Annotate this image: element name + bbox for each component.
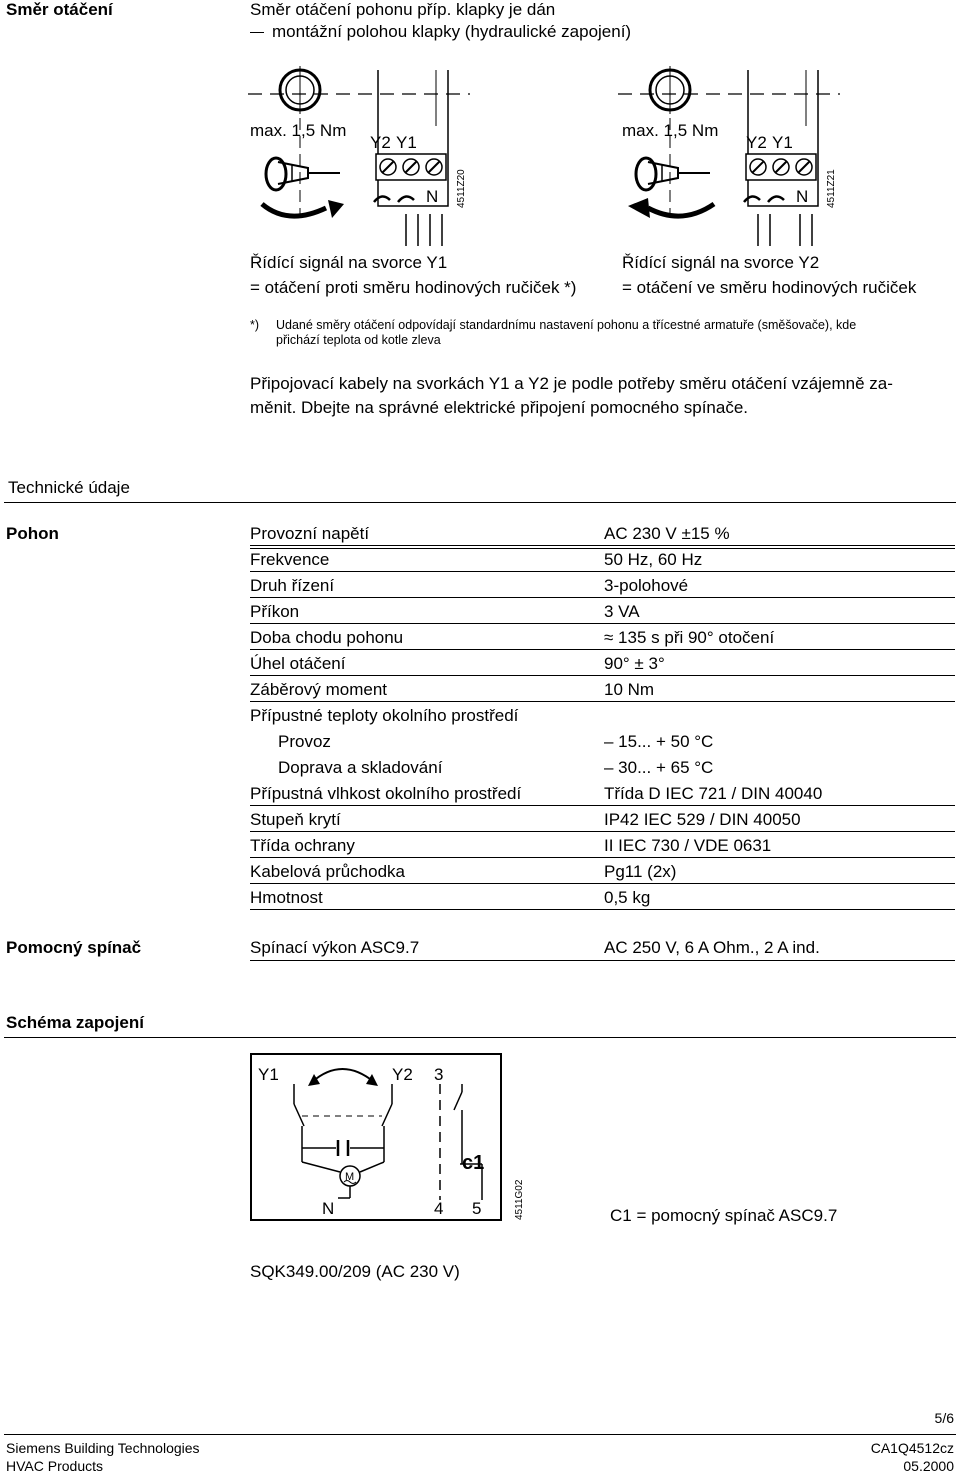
footer-rule (4, 1434, 956, 1435)
direction-intro-line2: montážní polohou klapky (hydraulické zapojení) (250, 22, 631, 42)
aux-switch-label: Spínací výkon ASC9.7 (250, 938, 420, 957)
row-rule (250, 805, 955, 806)
spec-label: Přípustné teploty okolního prostředí (250, 706, 519, 725)
left-caption-2: = otáčení proti směru hodinových ručiček *) (250, 278, 577, 297)
direction-heading: Směr otáčení (6, 0, 113, 19)
spec-label: Doba chodu pohonu (250, 628, 404, 647)
wiring-diagram (250, 1052, 530, 1224)
terminal-n-left: N (426, 187, 439, 206)
footnote-marker: *) (250, 318, 260, 332)
footnote-line2: přichází teplota od kotle zleva (276, 333, 441, 347)
row-rule (250, 909, 955, 910)
terminal-n-right: N (796, 187, 809, 206)
spec-label: Úhel otáčení (250, 654, 346, 673)
rotation-figure-ccw (248, 66, 478, 248)
terminal-4: 4 (434, 1199, 444, 1218)
spec-value: AC 230 V ±15 % (604, 524, 730, 543)
footer-company: Siemens Building Technologies (6, 1440, 200, 1456)
figure-code-right: 4511Z21 (826, 169, 837, 208)
torque-label-right: max. 1,5 Nm (622, 121, 719, 140)
spec-row (250, 756, 955, 782)
terminal-y1-right: Y1 (772, 133, 793, 152)
terminal-y2: Y2 (392, 1065, 413, 1084)
torque-label-left: max. 1,5 Nm (250, 121, 347, 140)
row-rule (250, 623, 955, 624)
aux-row-rule (250, 960, 955, 961)
spec-value: 3-polohové (604, 576, 689, 595)
terminal-3: 3 (434, 1065, 444, 1084)
spec-value: 10 Nm (604, 680, 655, 699)
aux-switch-heading: Pomocný spínač (6, 938, 142, 957)
spec-value: IP42 IEC 529 / DIN 40050 (604, 810, 801, 829)
spec-label: Přípustná vlhkost okolního prostředí (250, 784, 522, 803)
terminal-y2-right: Y2 (746, 133, 767, 152)
figure-code-left: 4511Z20 (456, 169, 467, 208)
terminal-y1: Y1 (258, 1065, 279, 1084)
spec-label: Příkon (250, 602, 300, 621)
rotation-figure-cw (618, 66, 848, 248)
row-rule (250, 649, 955, 650)
spec-label: Provozní napětí (250, 524, 370, 543)
terminal-y2-left: Y2 (370, 133, 391, 152)
terminal-y1-left: Y1 (396, 133, 417, 152)
switch-label-c1: c1 (462, 1152, 485, 1174)
tech-heading-rule (4, 502, 956, 503)
spec-value: Pg11 (2x) (604, 862, 677, 881)
spec-label: Druh řízení (250, 576, 335, 595)
spec-row (250, 730, 955, 756)
footnote-line1: Udané směry otáčení odpovídají standardnímu nastavení pohonu a třícestné armatuře (směšovače), kde (276, 318, 857, 332)
terminal-n: N (322, 1199, 335, 1218)
spec-value: 0,5 kg (604, 888, 651, 907)
spec-value: 90° ± 3° (604, 654, 665, 673)
row-rule (250, 545, 955, 546)
spec-value: Třída D IEC 721 / DIN 40040 (604, 784, 823, 803)
page-number: 5/6 (934, 1410, 954, 1426)
spec-row (250, 704, 955, 730)
spec-value: – 30... + 65 °C (604, 758, 714, 777)
spec-label: Provoz (278, 732, 331, 751)
note-line2: měnit. Dbejte na správné elektrické připojení pomocného spínače. (250, 398, 749, 417)
spec-label: Frekvence (250, 550, 330, 569)
spec-value: – 15... + 50 °C (604, 732, 714, 751)
note-line1: Připojovací kabely na svorkách Y1 a Y2 je podle potřeby směru otáčení vzájemně za- (250, 374, 893, 393)
motor-label: M (345, 1171, 355, 1183)
terminal-5: 5 (472, 1199, 482, 1218)
row-rule (250, 857, 955, 858)
left-caption-1: Řídící signál na svorce Y1 (250, 253, 448, 272)
spec-value: 50 Hz, 60 Hz (604, 550, 703, 569)
row-rule (250, 883, 955, 884)
wiring-model: SQK349.00/209 (AC 230 V) (250, 1262, 460, 1281)
right-caption-2: = otáčení ve směru hodinových ručiček (622, 278, 917, 297)
direction-intro-line1: Směr otáčení pohonu příp. klapky je dán (250, 0, 556, 19)
spec-label: Kabelová průchodka (250, 862, 406, 881)
aux-switch-value: AC 250 V, 6 A Ohm., 2 A ind. (604, 938, 820, 957)
wiring-figure-code: 4511G02 (514, 1179, 525, 1220)
spec-label: Doprava a skladování (278, 758, 443, 777)
row-rule (250, 675, 955, 676)
footer-date: 05.2000 (903, 1458, 954, 1474)
row-rule (250, 701, 955, 702)
wiring-legend: C1 = pomocný spínač ASC9.7 (610, 1206, 838, 1225)
tech-heading: Technické údaje (8, 478, 130, 497)
row-rule (250, 831, 955, 832)
row-rule (250, 597, 955, 598)
footer-division: HVAC Products (6, 1458, 103, 1474)
right-caption-1: Řídící signál na svorce Y2 (622, 253, 820, 272)
spec-value: II IEC 730 / VDE 0631 (604, 836, 772, 855)
spec-label: Záběrový moment (250, 680, 387, 699)
spec-value: ≈ 135 s při 90° otočení (604, 628, 775, 647)
spec-label: Stupeň krytí (250, 810, 341, 829)
footer-doc-code: CA1Q4512cz (870, 1440, 954, 1456)
wiring-heading: Schéma zapojení (6, 1013, 144, 1032)
spec-label: Třída ochrany (250, 836, 355, 855)
spec-label: Hmotnost (250, 888, 323, 907)
row-rule (250, 571, 955, 572)
drive-heading: Pohon (6, 524, 59, 543)
wiring-heading-rule (4, 1037, 956, 1038)
spec-value: 3 VA (604, 602, 640, 621)
